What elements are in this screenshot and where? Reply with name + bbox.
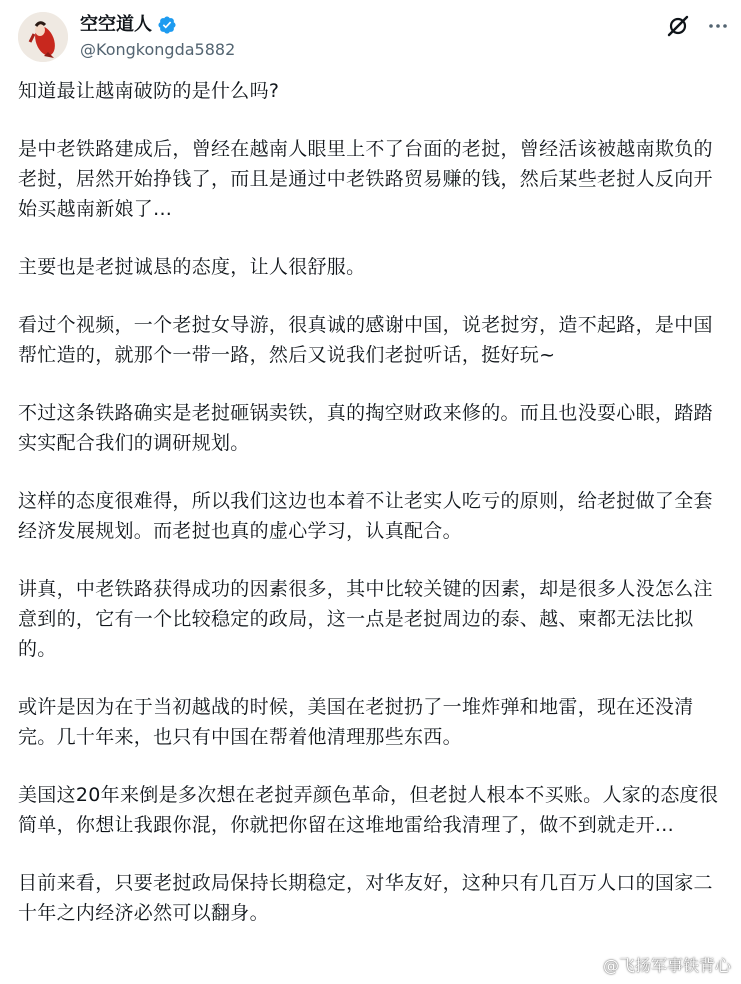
author-display-name[interactable]: 空空道人: [80, 14, 152, 35]
grok-icon[interactable]: [666, 14, 690, 38]
post-paragraph: 美国这20年来倒是多次想在老挝弄颜色革命，但老挝人根本不买账。人家的态度很简单，你想让我跟你混，你就把你留在这堆地雷给我清理了，做不到就走开...: [18, 784, 719, 836]
author-names: [80, 13, 235, 61]
avatar[interactable]: [18, 12, 68, 62]
verified-badge-icon[interactable]: [157, 15, 177, 35]
post-header: [18, 12, 730, 62]
more-icon[interactable]: [706, 14, 730, 38]
post-paragraph: 是中老铁路建成后，曾经在越南人眼里上不了台面的老挝，曾经活该被越南欺负的老挝，居然开始挣钱了，而且是通过中老铁路贸易赚的钱，然后某些老挝人反向开始买越南新娘了...: [18, 138, 713, 220]
post-actions: [666, 14, 730, 38]
post-paragraph: 看过个视频，一个老挝女导游，很真诚的感谢中国，说老挝穷，造不起路，是中国帮忙造的，就那个一带一路，然后又说我们老挝听话，挺好玩~: [18, 314, 713, 366]
author-handle[interactable]: @Kongkongda5882: [80, 40, 236, 59]
post-paragraph: 目前来看，只要老挝政局保持长期稳定，对华友好，这种只有几百万人口的国家二十年之内经济必然可以翻身。: [18, 872, 713, 924]
post-paragraph: 知道最让越南破防的是什么吗?: [18, 80, 280, 102]
post-paragraph: 这样的态度很难得，所以我们这边也本着不让老实人吃亏的原则，给老挝做了全套经济发展规划。而老挝也真的虚心学习，认真配合。: [18, 490, 713, 542]
watermark: [575, 953, 731, 976]
post-body: [18, 76, 730, 956]
post-paragraph: 或许是因为在于当初越战的时候，美国在老挝扔了一堆炸弹和地雷，现在还没清完。几十年来，也只有中国在帮着他清理那些东西。: [18, 696, 694, 748]
post-paragraph: 不过这条铁路确实是老挝砸锅卖铁，真的掏空财政来修的。而且也没耍心眼，踏踏实实配合我们的调研规划。: [18, 402, 713, 454]
post-paragraph: 讲真，中老铁路获得成功的因素很多，其中比较关键的因素，却是很多人没怎么注意到的，它有一个比较稳定的政局，这一点是老挝周边的泰、越、柬都无法比拟的。: [18, 578, 713, 660]
watermark-text: @飞扬军事铁背心: [602, 956, 731, 975]
post-paragraph: 主要也是老挝诚恳的态度，让人很舒服。: [18, 256, 366, 278]
display-name-row: [80, 13, 235, 37]
weibo-icon: [575, 955, 599, 975]
